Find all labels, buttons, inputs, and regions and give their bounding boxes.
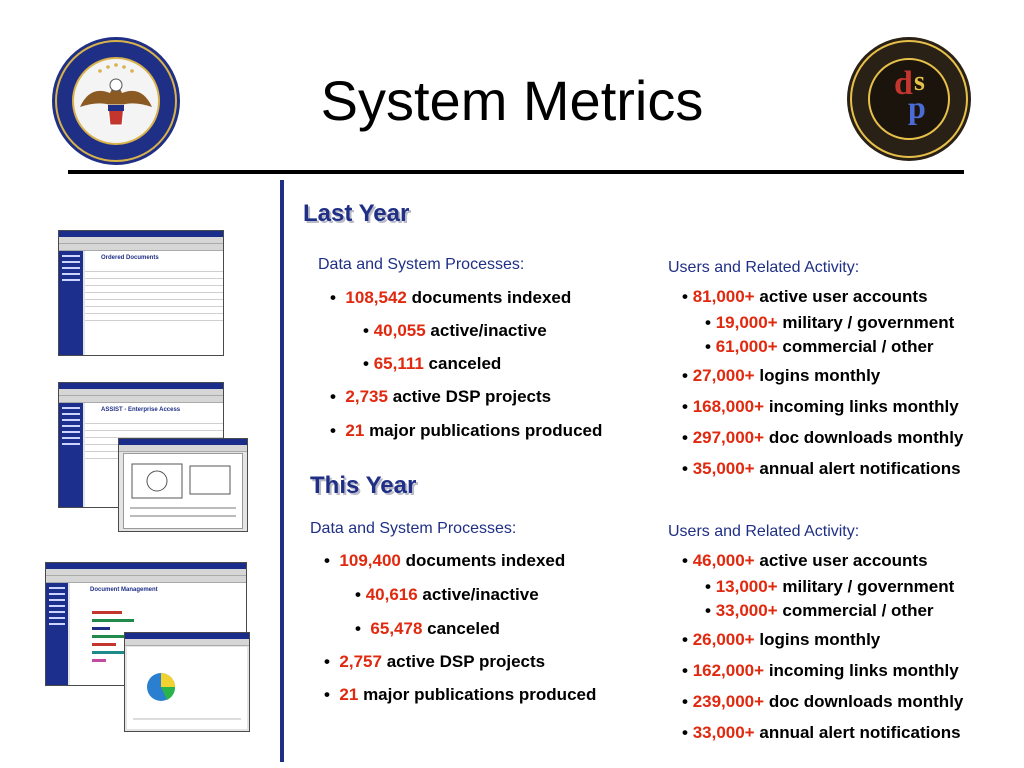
list-item: • 2,735 active DSP projects (330, 387, 552, 406)
heading-this-year: This Year (310, 472, 417, 499)
technical-drawing-icon (124, 454, 242, 528)
vertical-divider (280, 180, 284, 762)
svg-text:d: d (894, 65, 913, 102)
list-item: • 21 major publications produced (330, 421, 603, 440)
list-item: • 297,000+ doc downloads monthly (682, 428, 964, 447)
screenshot-heading: Document Management (90, 587, 158, 593)
svg-text:s: s (914, 66, 925, 97)
processes-header: Data and System Processes: (310, 520, 517, 537)
list-item: • 40,055 active/inactive (363, 321, 547, 340)
screenshot-heading: Ordered Documents (101, 255, 159, 261)
list-item: • 162,000+ incoming links monthly (682, 661, 959, 680)
list-item: • 65,111 canceled (363, 354, 502, 373)
list-item: • 46,000+ active user accounts (682, 551, 928, 570)
list-item: • 35,000+ annual alert notifications (682, 459, 961, 478)
list-item: • 239,000+ doc downloads monthly (682, 692, 964, 711)
list-item: • 168,000+ incoming links monthly (682, 397, 959, 416)
screenshot-ordered-documents (58, 230, 224, 356)
list-item: • 33,000+ annual alert notifications (682, 723, 961, 742)
screenshot-pie-report (124, 632, 250, 732)
list-item: • 26,000+ logins monthly (682, 630, 881, 649)
screenshot-drawing-viewer (118, 438, 248, 532)
list-item: • 40,616 active/inactive (355, 585, 539, 604)
list-item: • 33,000+ commercial / other (705, 601, 934, 620)
users-header: Users and Related Activity: (668, 523, 860, 540)
screenshot-heading: ASSIST - Enterprise Access (101, 407, 181, 413)
svg-text:p: p (908, 89, 926, 125)
heading-last-year: Last Year (303, 200, 410, 227)
page-title: System Metrics (320, 69, 704, 132)
dsp-seal-logo (844, 32, 974, 166)
dod-seal-logo (50, 35, 182, 167)
list-item: • 13,000+ military / government (705, 577, 955, 596)
list-item: • 21 major publications produced (324, 685, 597, 704)
users-header: Users and Related Activity: (668, 259, 860, 276)
title-divider (68, 170, 964, 174)
list-item: • 81,000+ active user accounts (682, 287, 928, 306)
processes-header: Data and System Processes: (318, 256, 525, 273)
list-item: • 108,542 documents indexed (330, 288, 572, 307)
list-item: • 61,000+ commercial / other (705, 337, 934, 356)
list-item: • 27,000+ logins monthly (682, 366, 881, 385)
list-item: • 19,000+ military / government (705, 313, 955, 332)
pie-graph-icon (127, 647, 247, 729)
list-item: • 2,757 active DSP projects (324, 652, 546, 671)
list-item: • 109,400 documents indexed (324, 551, 566, 570)
list-item: • 65,478 canceled (355, 619, 500, 638)
